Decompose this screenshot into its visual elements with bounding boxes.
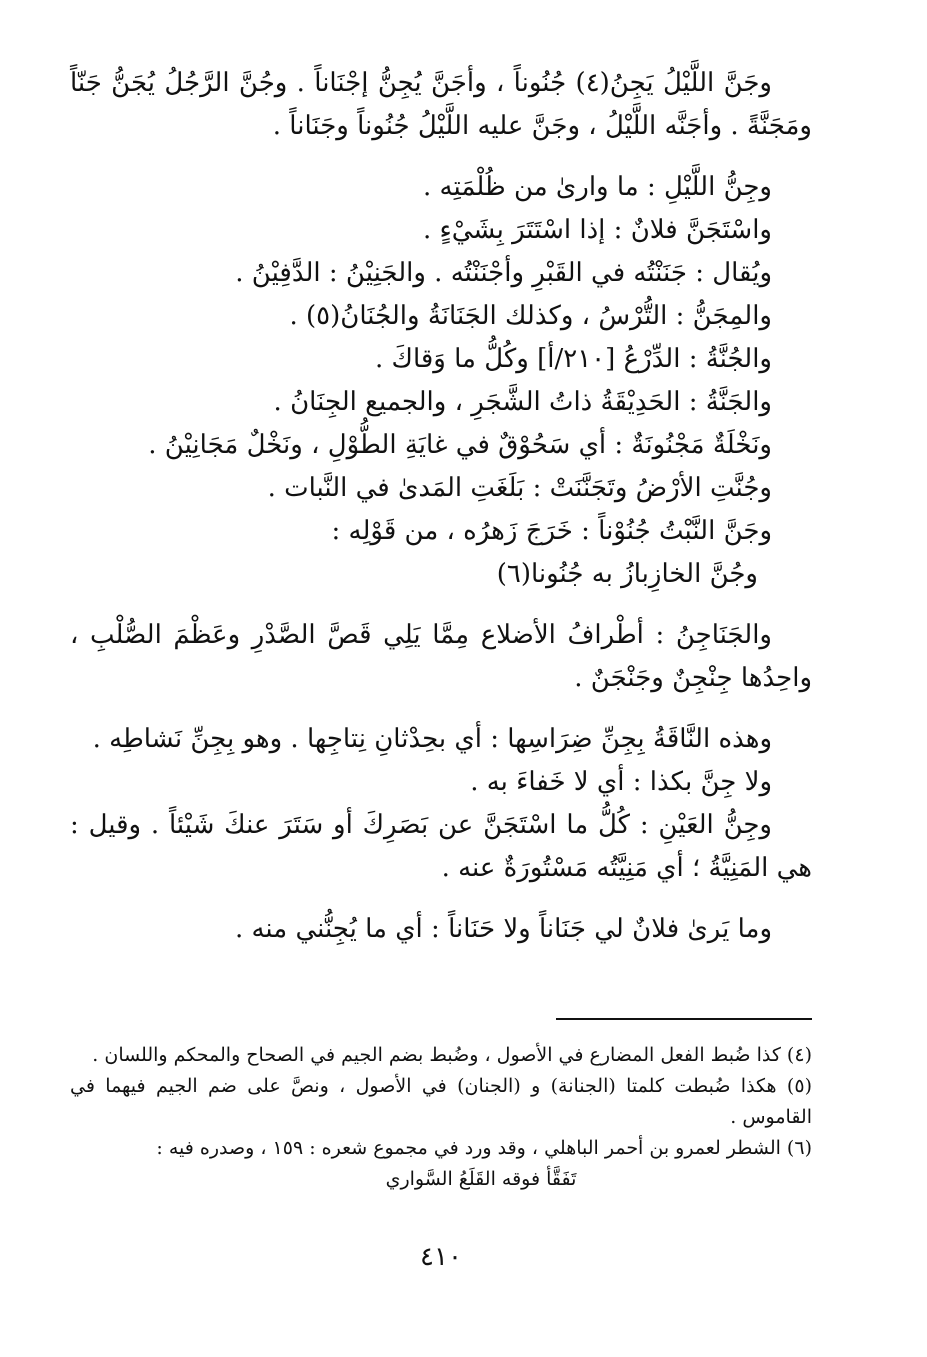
footnote-separator: [556, 1018, 812, 1020]
text-line: ويُقال : جَنَنْتُه في القَبْرِ وأجْنَنْتُه . والجَنِيْنُ : الدَّفِيْنُ .: [235, 258, 772, 288]
text-line: والجُنَّةُ : الدِّرْعُ [٢١٠/أ] وكُلُّ ما وَقاكَ .: [374, 344, 772, 374]
paragraph-jann-al-layl: وجَنَّ اللَّيْلُ يَجِنُ(٤) جُنُوناً ، وأجَنَّ يُجِنُّ إجْنَاناً . وجُنَّ الرَّجُلُ يُجَنُّ جَنّاً ومَجَنَّةً . وأجَنَّه اللَّيْلُ ، وجَنَّ عليه اللَّيْلُ جُنُوناً وجَنَاناً .: [70, 68, 812, 141]
definition-list-3: [70, 908, 812, 951]
page-number: ٤١٠: [420, 1242, 462, 1272]
text-line: وجُنَّتِ الأرْضُ وتَجَنَّنَتْ : بَلَغَتِ المَدىٰ في النَّبات .: [267, 473, 772, 503]
footnote-4: (٤) كذا ضُبط الفعل المضارع في الأصول ، وضُبط بضم الجيم في الصحاح والمحكم واللسان .: [92, 1044, 812, 1066]
definition-list-2: [70, 718, 812, 804]
poetry-verse: وجُنَّ الخازِبازُ به جُنُونا(٦): [496, 559, 758, 589]
text-line: ولا جِنَّ بكذا : أي لا خَفاءَ به .: [470, 767, 772, 797]
footnotes: [70, 1040, 812, 1195]
text-line: وهذه النَّاقَةُ بِجِنِّ ضِرَاسِها : أي بحِدْثانِ نِتاجِها . وهو بِجِنِّ نَشاطِه .: [92, 724, 772, 754]
main-text: [70, 62, 812, 951]
text-line: والمِجَنُّ : التُّرْسُ ، وكذلك الجَنَانَةُ والجُنَانُ(٥) .: [289, 301, 772, 331]
footnote-5: (٥) هكذا ضُبطت كلمتا (الجنانة) و (الجنان) في الأصول ، ونصَّ على ضم الجيم فيهما في القاموس .: [70, 1075, 812, 1128]
text-line: ونَخْلَةٌ مَجْنُونَةٌ : أي سَحُوْقٌ في غايَةِ الطُّوْلِ ، ونَخْلٌ مَجَانِيْنُ .: [148, 430, 772, 460]
text-line: وجِنُّ اللَّيْلِ : ما وارىٰ من ظُلْمَتِه .: [423, 172, 772, 202]
footnote-6-verse: تَفَقَّأ فوقه القَلَعُ السَّواري: [385, 1168, 577, 1190]
definition-list-1: [70, 166, 812, 596]
footnote-6: (٦) الشطر لعمرو بن أحمر الباهلي ، وقد ورد في مجموع شعره : ١٥٩ ، وصدره فيه :: [156, 1137, 812, 1159]
text-line: وما يَرىٰ فلانٌ لي جَنَاناً ولا حَنَاناً : أي ما يُجِنُّني منه .: [234, 914, 772, 944]
text-line: وجَنَّ النَّبْتُ جُنُوْناً : خَرَجَ زَهرُه ، من قَوْلِه :: [331, 516, 772, 546]
paragraph-janajin: والجَنَاجِنُ : أطْرافُ الأضلاع مِمَّا يَلِي قَصَّ الصَّدْرِ وعَظْمَ الصُّلْبِ ، واحِدُها جِنْجِنٌ وجَنْجَنٌ .: [70, 620, 812, 693]
book-page: [70, 62, 812, 1302]
text-line: واسْتَجَنَّ فلانٌ : إذا اسْتَتَرَ بِشَيْءٍ .: [422, 215, 772, 245]
text-line: والجَنَّةُ : الحَدِيْقَةُ ذاتُ الشَّجَرِ ، والجميع الجِنَانُ .: [273, 387, 772, 417]
paragraph-jinn-al-ayn: وجِنُّ العَيْنِ : كُلُّ ما اسْتَجَنَّ عن بَصَرِكَ أو سَتَرَ عنكَ شَيْئاً . وقيل : هي المَنِيَّةُ ؛ أي مَنِيَّتُه مَسْتُورَةٌ عنه .: [70, 810, 812, 883]
